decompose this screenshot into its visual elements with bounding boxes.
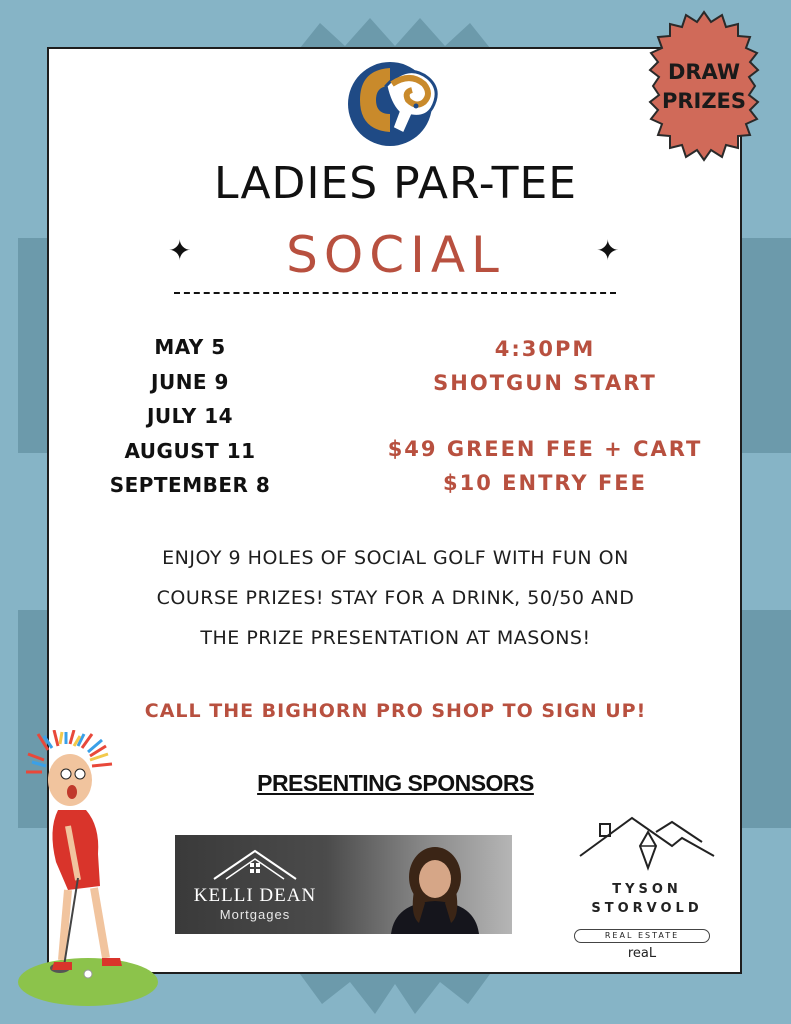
real-estate-tag: REAL ESTATE [574,929,710,943]
signup-call-to-action: CALL THE BIGHORN PRO SHOP TO SIGN UP! [144,700,647,722]
badge-text [628,58,780,116]
description-line: ENJOY 9 HOLES OF SOCIAL GOLF WITH FUN ON [162,547,629,569]
date-item: JUNE 9 [151,369,229,394]
start-time: 4:30PM [494,337,596,361]
green-fee: $49 GREEN FEE + CART [387,437,703,461]
background-burst-top [300,18,490,48]
date-item: AUGUST 11 [124,438,256,463]
sponsor-portrait [385,845,485,934]
event-dates [90,330,290,503]
event-subtitle: SOCIAL [286,226,505,284]
event-description [80,538,711,658]
badge-line2: PRIZES [661,89,747,113]
sparkle-right-icon: ✦ [596,235,620,266]
bighorn-ram-logo-icon [346,56,444,148]
sponsors-heading: PRESENTING SPONSORS [257,770,534,796]
date-item: JULY 14 [146,404,234,428]
tyson-storvold-sponsor-logo [572,812,722,962]
tyson-name-first: TYSON [612,882,682,897]
dashed-divider [174,292,616,294]
kelli-dean-sponsor-logo [175,835,512,934]
kelli-dean-subtitle: Mortgages [219,907,291,922]
tyson-name-last: STORVOLD [591,901,703,916]
start-format: SHOTGUN START [433,371,657,395]
house-outline-icon [572,812,722,882]
date-item: MAY 5 [154,335,226,359]
entry-fee: $10 ENTRY FEE [443,471,647,495]
badge-line1: DRAW [667,60,741,84]
event-title: LADIES PAR-TEE [213,158,578,209]
kelli-dean-name: KELLI DEAN [193,885,317,906]
background-burst-bottom [300,974,490,1014]
date-item: SEPTEMBER 8 [109,473,271,497]
fee-info [340,432,750,500]
real-brand: reaL [627,946,657,961]
golfer-cartoon-icon [8,730,168,1010]
description-line: COURSE PRIZES! STAY FOR A DRINK, 50/50 AND [156,587,635,609]
time-info [340,332,750,400]
house-roof-icon [210,845,300,883]
sparkle-left-icon: ✦ [168,235,192,266]
description-line: THE PRIZE PRESENTATION AT MASONS! [200,627,591,649]
